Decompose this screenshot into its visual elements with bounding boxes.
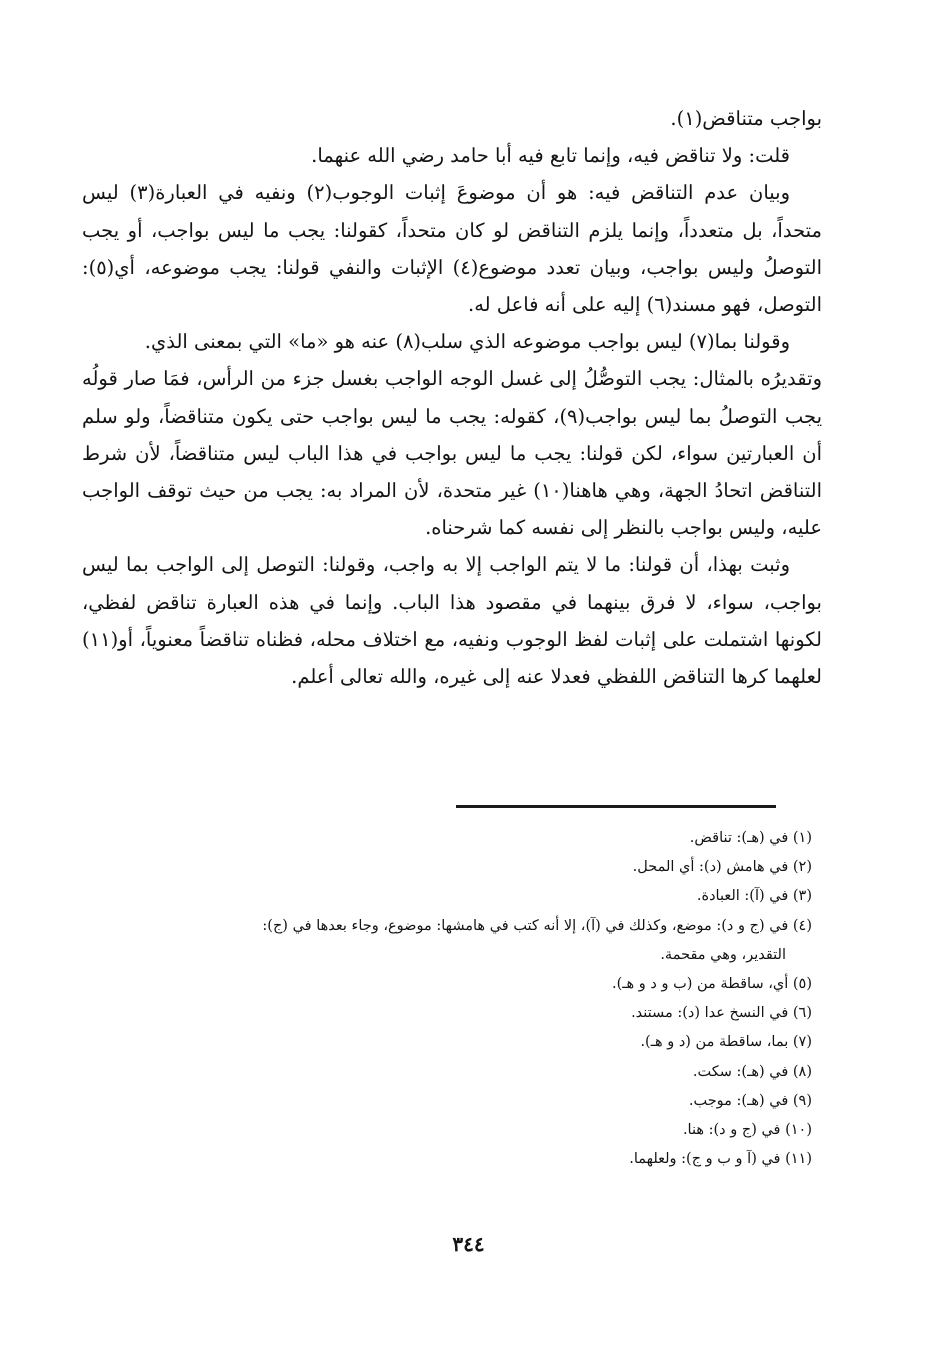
footnote-3 — [82, 882, 822, 911]
footnote-7 — [82, 1028, 822, 1057]
footnote-text: (٤) في (ج و د): موضع، وكذلك في (آ)، إلا أنه كتب في هامشها: موضوع، وجاء بعدها في (ج): — [262, 917, 812, 934]
paragraph-6: وثبت بهذا، أن قولنا: ما لا يتم الواجب إلا به واجب، وقولنا: التوصل إلى الواجب بما ليس بواجب، سواء، لا فرق بينهما في مقصود هذا الباب. وإنما في هذه العبارة تناقض لفظي، لكونها اشتملت على إثبات لفظ الوجوب ونفيه، مع اختلاف محله، فظناه تناقضاً معنوياً، أو(١١) لعلهما كرها التناقض اللفظي فعدلا عنه إلى غيره، والله تعالى أعلم. — [82, 553, 822, 689]
footnote-text: (٦) في النسخ عدا (د): مستند. — [631, 1005, 812, 1022]
footnote-continuation: التقدير، وهي مقحمة. — [660, 946, 786, 963]
footnote-text: (٧) بما، ساقطة من (د و هـ). — [640, 1034, 812, 1051]
footnote-4 — [82, 912, 822, 970]
footnote-text: (٩) في (هـ): موجب. — [688, 1092, 812, 1109]
footnote-11 — [82, 1145, 822, 1174]
footnote-text: (٣) في (آ): العبادة. — [696, 888, 812, 905]
paragraph-3: وبيان عدم التناقض فيه: هو أن موضوعَ إثبات الوجوب(٢) ونفيه في العبارة(٣) ليس متحداً، بل متعدداً، وإنما يلزم التناقض لو كان متحداً، كقولنا: يجب ما ليس بواجب، أو يجب التوصلُ وليس بواجب، وبيان تعدد موضوع(٤) الإثبات والنفي قولنا: يجب موضوعه، أي(٥): التوصل، فهو مسند(٦) إليه على أنه فاعل له. — [82, 181, 822, 317]
footnote-text: (١) في (هـ): تناقض. — [689, 830, 812, 846]
footnote-text: (١١) في (آ و ب و ج): ولعلهما. — [629, 1151, 812, 1168]
footnote-1 — [82, 824, 822, 853]
footnote-text: (١٠) في (ج و د): هنا. — [682, 1122, 812, 1139]
paragraph-4: وقولنا بما(٧) ليس بواجب موضوعه الذي سلب(٨) عنه هو «ما» التي بمعنى الذي. — [144, 330, 790, 354]
paragraph-2: قلت: ولا تناقض فيه، وإنما تابع فيه أبا حامد رضي الله عنهما. — [311, 144, 790, 168]
footnote-text: (٢) في هامش (د): أي المحل. — [632, 859, 812, 876]
footnote-text: (٨) في (هـ): سكت. — [692, 1063, 812, 1080]
footnote-8 — [82, 1058, 822, 1087]
paragraph-1: بواجب متناقض(١). — [670, 107, 822, 130]
paragraph-5: وتقديرُه بالمثال: يجب التوصُّلُ إلى غسل الوجه الواجب بغسل جزء من الرأس، فمَا صار قولُه يجب التوصلُ بما ليس بواجب(٩)، كقوله: يجب ما ليس بواجب حتى يكون متناقضاً، ولو سلم أن العبارتين سواء، لكن قولنا: يجب ما ليس بواجب في هذا الباب ليس متناقضاً، لأن شرط التناقض اتحادُ الجهة، وهي هاهنا(١٠) غير متحدة، لأن المراد به: يجب من حيث توقف الواجب عليه، وليس بواجب بالنظر إلى نفسه كما شرحناه. — [82, 367, 822, 540]
footnote-2 — [82, 853, 822, 882]
footnote-9 — [82, 1087, 822, 1116]
footnotes — [82, 824, 822, 1174]
main-text — [82, 100, 822, 695]
footnote-separator — [456, 805, 776, 808]
footnote-text: (٥) أي، ساقطة من (ب و د و هـ). — [612, 976, 812, 993]
page-number: ٣٤٤ — [452, 1232, 485, 1256]
footnote-6 — [82, 999, 822, 1028]
footnote-5 — [82, 970, 822, 999]
footnote-10 — [82, 1116, 822, 1145]
